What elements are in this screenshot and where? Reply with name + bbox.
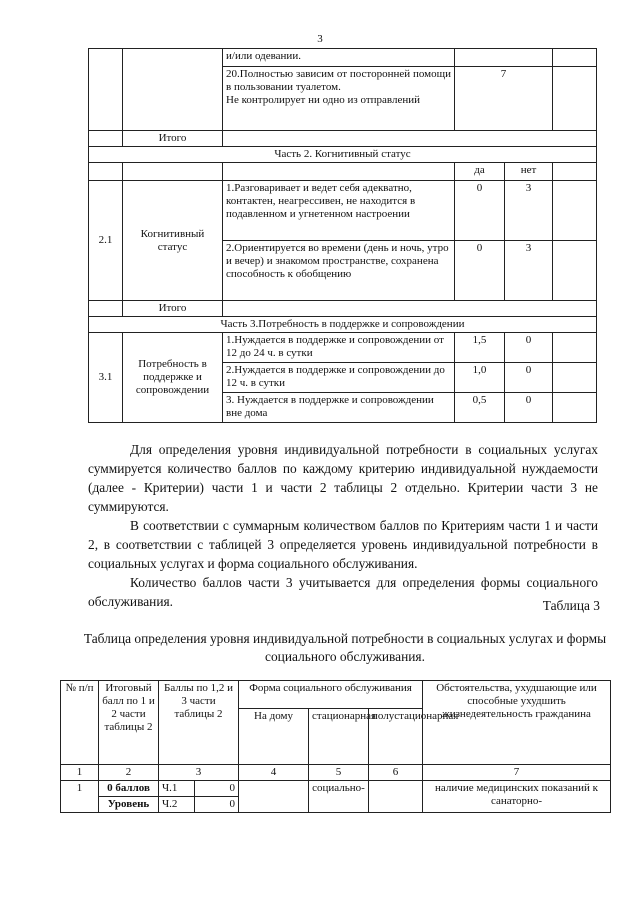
section-3-1-number: 3.1 <box>89 333 123 423</box>
cell-empty <box>553 181 597 241</box>
support-2-no: 0 <box>505 363 553 393</box>
support-criterion-2: 2.Нуждается в поддержке и сопровождении до 12 ч. в сутки <box>223 363 455 393</box>
cell-empty <box>123 163 223 181</box>
row-1-number: 1 <box>61 781 99 813</box>
cell-empty <box>553 393 597 423</box>
col-index: 2 <box>99 765 159 781</box>
col-index: 6 <box>369 765 423 781</box>
col-index: 5 <box>309 765 369 781</box>
paragraph-part3-rule: Количество баллов части 3 учитывается для определения формы социального обслуживания. <box>88 575 598 609</box>
header-part-points: Баллы по 1,2 и 3 части таблицы 2 <box>159 681 239 765</box>
part3-title: Часть 3.Потребность в поддержке и сопровождении <box>89 317 597 333</box>
row-1-circumstances: наличие медицинских показаний к санаторно- <box>423 781 611 813</box>
cell-empty <box>223 301 597 317</box>
yes-header: да <box>455 163 505 181</box>
col-index: 4 <box>239 765 309 781</box>
support-3-no: 0 <box>505 393 553 423</box>
total-label: Итого <box>123 301 223 317</box>
cognitive-2-no: 3 <box>505 241 553 301</box>
header-semi-stationary: полустационарная <box>369 709 423 765</box>
cognitive-1-yes: 0 <box>455 181 505 241</box>
criterion-20-score: 7 <box>455 67 553 131</box>
header-number: № п/п <box>61 681 99 765</box>
criterion-20-text: 20.Полностью зависим от посторонней помощи в пользовании туалетом. <box>226 68 451 93</box>
criterion-cont: и/или одевании. <box>223 49 455 67</box>
section-2-1-name: Когнитивный статус <box>123 181 223 301</box>
cognitive-1-no: 3 <box>505 181 553 241</box>
paragraph-sum-rule: Для определения уровня индивидуальной потребности в социальных услугах суммируется количество баллов по каждому критерию индивидуальной нуждаемости (далее - Критерии) части 1 и части 2 таблицы 2 отдельно. Критерии части 3 не суммируются. <box>88 442 598 514</box>
cell-empty <box>553 333 597 363</box>
cognitive-2-yes: 0 <box>455 241 505 301</box>
cell-empty <box>553 49 597 67</box>
criterion-20 <box>223 67 455 131</box>
col-index: 7 <box>423 765 611 781</box>
support-1-no: 0 <box>505 333 553 363</box>
support-criterion-3: 3. Нуждается в поддержке и сопровождении вне дома <box>223 393 455 423</box>
row-1-semi-stationary <box>369 781 423 813</box>
cell-empty <box>455 49 553 67</box>
row-1-level: Уровень <box>99 797 159 813</box>
cognitive-criterion-2: 2.Ориентируется во времени (день и ночь, утро и вечер) и знакомом пространстве, сохранена способность к обобщению <box>223 241 455 301</box>
row-1-at-home <box>239 781 309 813</box>
cell-empty <box>89 49 123 131</box>
header-circumstances: Обстоятельства, ухудшающие или способные ухудшить жизнедеятельность гражданина <box>423 681 611 765</box>
header-total-score: Итоговый балл по 1 и 2 части таблицы 2 <box>99 681 159 765</box>
section-3-1-name: Потребность в поддержке и сопровождении <box>123 333 223 423</box>
table3-title: Таблица определения уровня индивидуальной потребности в социальных услугах и формы социального обслуживания. <box>83 631 607 664</box>
page-number: 3 <box>317 33 323 45</box>
cell-empty <box>223 131 597 147</box>
header-stationary: стационарная <box>309 709 369 765</box>
table3-caption: Таблица 3 <box>542 598 600 613</box>
criteria-table <box>88 48 597 423</box>
support-criterion-1: 1.Нуждается в поддержке и сопровождении от 12 до 24 ч. в сутки <box>223 333 455 363</box>
row-1-stationary: социально- <box>309 781 369 813</box>
col-index: 1 <box>61 765 99 781</box>
cell-empty <box>223 163 455 181</box>
no-header: нет <box>505 163 553 181</box>
support-1-yes: 1,5 <box>455 333 505 363</box>
row-1-part1-value: 0 <box>195 781 239 797</box>
cell-empty <box>553 363 597 393</box>
cell-empty <box>89 163 123 181</box>
row-1-part1-label: Ч.1 <box>159 781 195 797</box>
cell-empty <box>89 301 123 317</box>
cell-empty <box>553 241 597 301</box>
cell-empty <box>553 67 597 131</box>
support-3-yes: 0,5 <box>455 393 505 423</box>
cognitive-criterion-1: 1.Разговаривает и ведет себя адекватно, контактен, неагрессивен, не находится в подавленном и угнетенном настроении <box>223 181 455 241</box>
cell-empty <box>123 49 223 131</box>
header-at-home: На дому <box>239 709 309 765</box>
criterion-20-text-b: Не контролирует ни одно из отправлений <box>226 94 421 106</box>
col-index: 3 <box>159 765 239 781</box>
total-label: Итого <box>123 131 223 147</box>
cell-empty <box>89 131 123 147</box>
paragraph-level-rule: В соответствии с суммарным количеством баллов по Критериям части 1 и части 2, в соответствии с таблицей 3 определяется уровень индивидуальной потребности в социальных услугах и форма социального обслуживания. <box>88 518 598 571</box>
support-2-yes: 1,0 <box>455 363 505 393</box>
level-table <box>60 680 611 813</box>
row-1-total: 0 баллов <box>99 781 159 797</box>
part2-title: Часть 2. Когнитивный статус <box>89 147 597 163</box>
row-1-part2-value: 0 <box>195 797 239 813</box>
row-1-part2-label: Ч.2 <box>159 797 195 813</box>
header-service-form: Форма социального обслуживания <box>239 681 423 709</box>
section-2-1-number: 2.1 <box>89 181 123 301</box>
cell-empty <box>553 163 597 181</box>
